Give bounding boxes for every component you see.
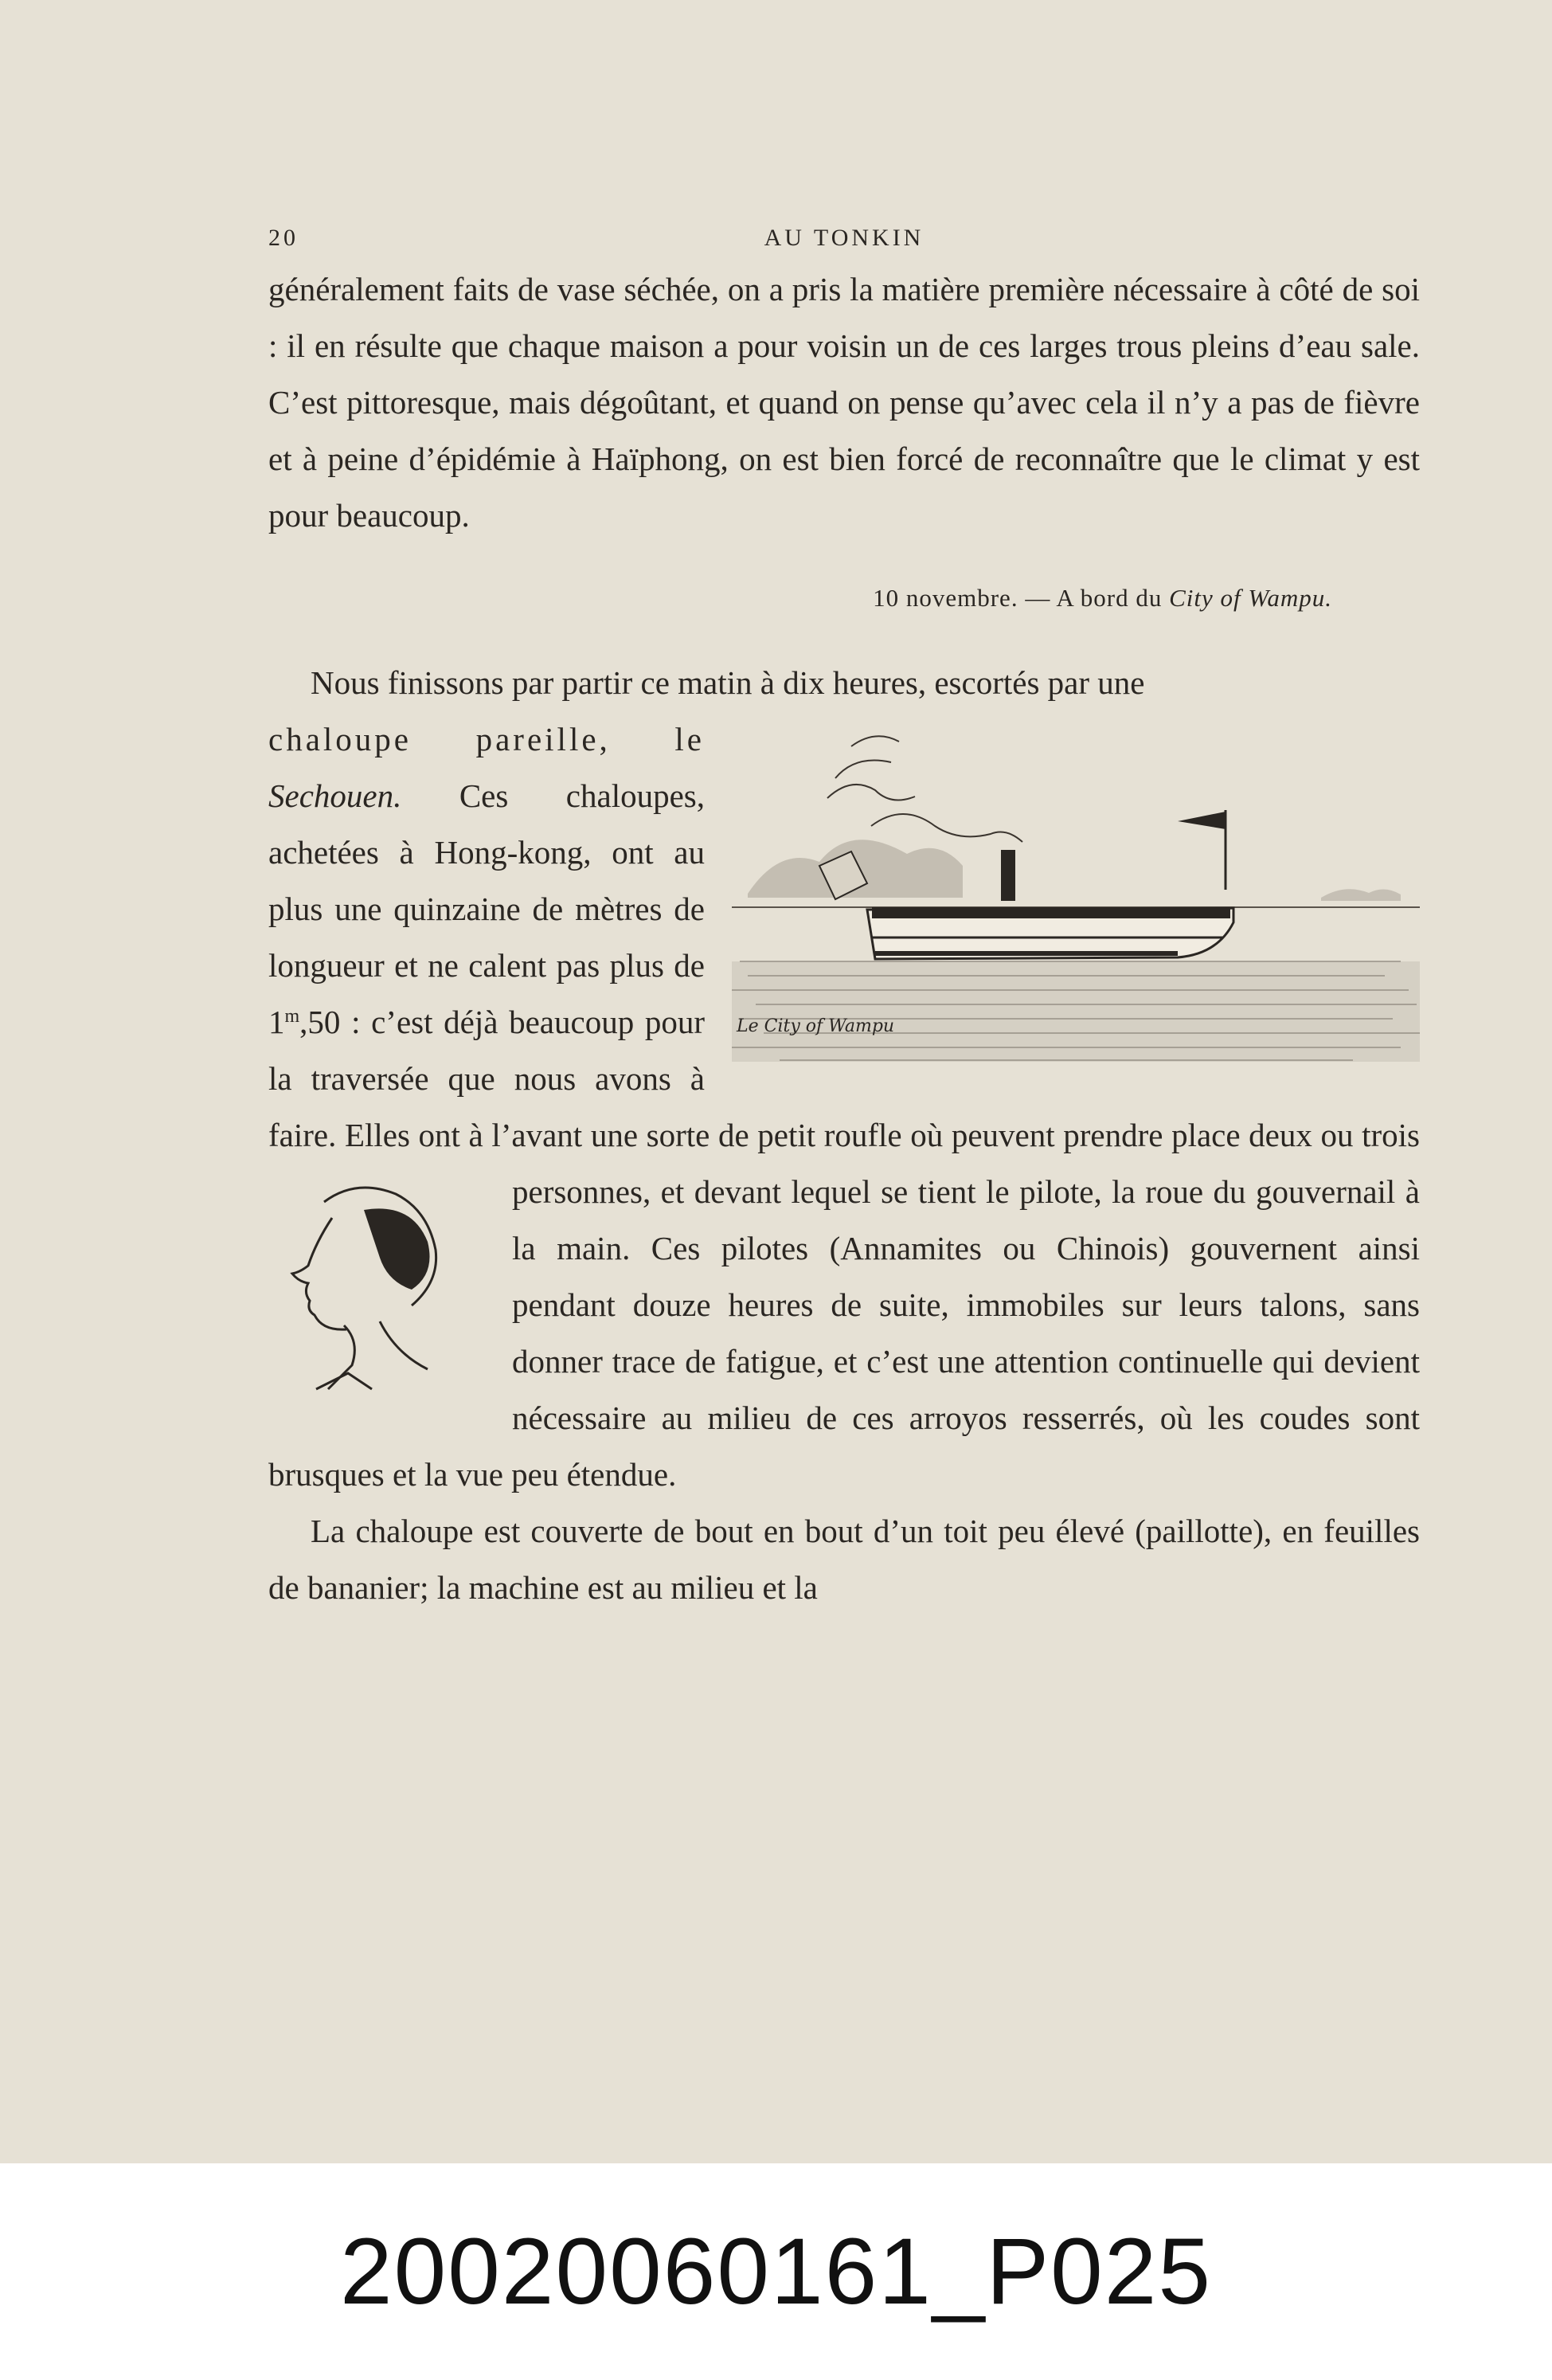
pilot-sketch — [268, 1170, 483, 1425]
paragraph-2-continued — [268, 1004, 1420, 1493]
pilot-profile-icon — [268, 1170, 452, 1409]
body-text — [268, 261, 1420, 1616]
page-content — [268, 213, 1420, 1616]
paragraph-2-ship-name: Sechouen. — [268, 777, 402, 814]
running-title: AU TONKIN — [764, 225, 925, 251]
paragraph-2-before-sketch: ,50 : c’est déjà beaucoup pour la traversée que nous avons à faire. Elles ont à l’avant une sorte de petit roufle où peuvent prendre place deux ou trois personnes, et — [268, 1004, 1420, 1210]
dateline-ship-name: City of Wampu. — [1169, 584, 1332, 612]
paragraph-2-after-sketch: devant lequel se tient le pilote, la roue du gouvernail à la main. Ces pilotes (Annamites ou Chinois) gouvernent ainsi pendant douze heures de suite, immobiles sur leurs talons, sans donner trace de fatigue, et c’est une attention continuelle qui devient nécessaire au milieu de ces arroyos resserrés, où les coudes sont brusques et la vue peu étendue. — [268, 1173, 1420, 1493]
page-number: 20 — [268, 225, 299, 251]
steam-launch-engraving — [732, 722, 1420, 1067]
paragraph-2-opening: Nous finissons par partir ce matin à dix heures, escortés par une — [311, 664, 1145, 701]
boat-illustration — [732, 722, 1420, 1067]
dateline-text: 10 novembre. — A bord du — [873, 584, 1163, 612]
meter-superscript: m — [284, 1006, 300, 1027]
dateline — [268, 570, 1420, 626]
paragraph-2-body: Ces chaloupes, achetées à Hong-kong, ont au plus une quinzaine de mètres de longueur et ne calent pas plus de 1 — [268, 777, 705, 1040]
paragraph-1: généralement faits de vase séchée, on a pris la matière première nécessaire à côté de soi : il en résulte que chaque maison a pour voisin un de ces larges trous pleins d’eau sale. C’est pittoresque, mais dégoûtant, et quand on pense qu’avec cela il n’y a pas de fièvre et à peine d’épidémie à Haïphong, on est bien forcé de reconnaître que le climat y est pour beaucoup. — [268, 271, 1420, 534]
paragraph-3: La chaloupe est couverte de bout en bout d’un toit peu élevé (paillotte), en feuilles de bananier; la machine est au milieu et la — [268, 1513, 1420, 1606]
running-head — [268, 213, 1420, 261]
paragraph-2-lead: chaloupe pareille, le — [268, 721, 705, 757]
boat-caption: Le City of Wampu — [737, 1016, 895, 1036]
catalog-id: 20020060161_P025 — [0, 2163, 1552, 2380]
